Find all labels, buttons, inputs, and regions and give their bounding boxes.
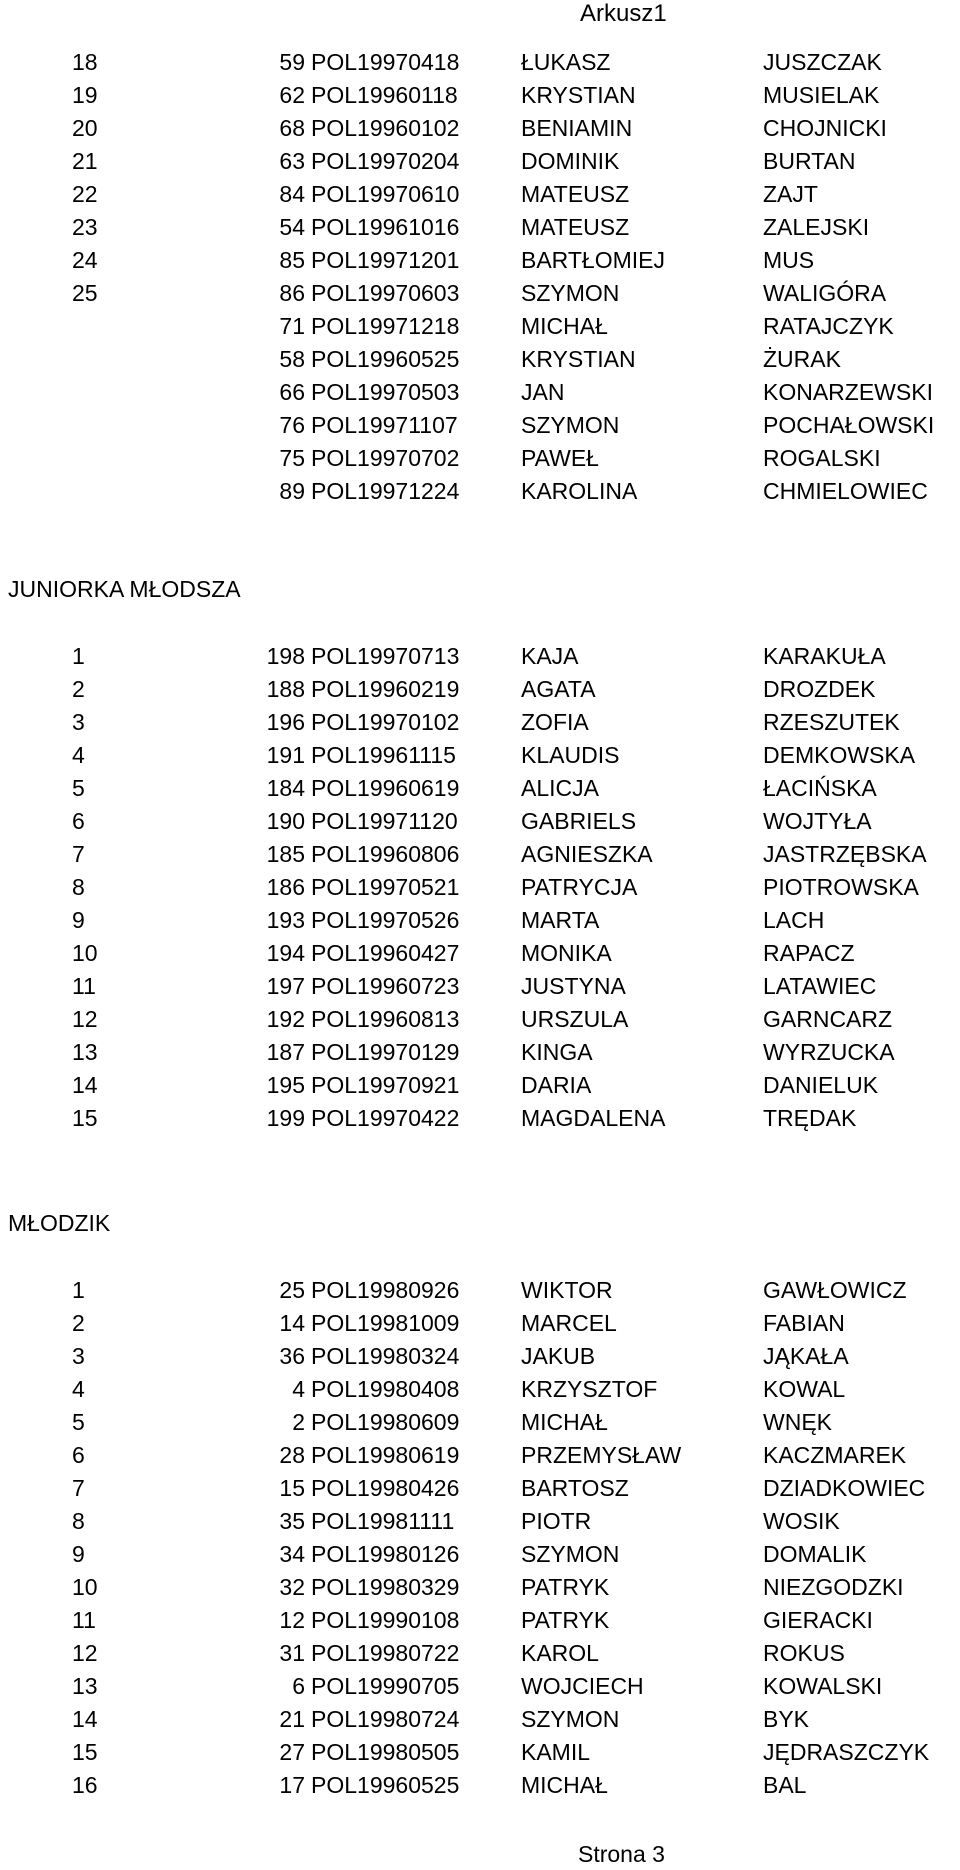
first-name-cell: GABRIELS (521, 808, 637, 834)
start-number-cell: 63 (279, 148, 305, 174)
license-cell: POL19971201 (311, 247, 460, 273)
last-name-cell: ZALEJSKI (763, 214, 870, 240)
last-name-cell: ROKUS (763, 1640, 845, 1666)
table-row (0, 772, 960, 805)
place-cell: 12 (72, 1640, 98, 1666)
license-cell: POL19970921 (311, 1072, 460, 1098)
first-name-cell: MICHAŁ (521, 313, 608, 339)
start-number-cell: 32 (279, 1574, 305, 1600)
first-name-cell: MICHAŁ (521, 1772, 608, 1798)
place-cell: 10 (72, 940, 98, 966)
license-cell: POL19960219 (311, 676, 460, 702)
start-number-cell: 4 (292, 1376, 305, 1402)
first-name-cell: SZYMON (521, 1706, 620, 1732)
table-row (0, 1406, 960, 1439)
table-row (0, 838, 960, 871)
start-number-cell: 21 (279, 1706, 305, 1732)
first-name-cell: KAROLINA (521, 478, 638, 504)
first-name-cell: KAMIL (521, 1739, 591, 1765)
license-cell: POL19980126 (311, 1541, 460, 1567)
last-name-cell: ROGALSKI (763, 445, 881, 471)
last-name-cell: WYRZUCKA (763, 1039, 895, 1065)
first-name-cell: KINGA (521, 1039, 593, 1065)
last-name-cell: POCHAŁOWSKI (763, 412, 935, 438)
last-name-cell: BYK (763, 1706, 810, 1732)
license-cell: POL19971107 (311, 412, 458, 438)
place-cell: 14 (72, 1072, 98, 1098)
last-name-cell: ŻURAK (763, 346, 841, 372)
license-cell: POL19970603 (311, 280, 460, 306)
place-cell: 20 (72, 115, 98, 141)
first-name-cell: KAROL (521, 1640, 599, 1666)
place-cell: 2 (72, 1310, 85, 1336)
last-name-cell: WOJTYŁA (763, 808, 872, 834)
sheet-title-text: Arkusz1 (580, 0, 667, 27)
place-cell: 7 (72, 1475, 85, 1501)
last-name-cell: LACH (763, 907, 825, 933)
place-cell: 6 (72, 808, 85, 834)
table-row (0, 376, 960, 409)
start-number-cell: 71 (279, 313, 305, 339)
table-row (0, 1670, 960, 1703)
license-cell: POL19970129 (311, 1039, 460, 1065)
last-name-cell: DEMKOWSKA (763, 742, 916, 768)
table-row (0, 178, 960, 211)
table-row (0, 409, 960, 442)
start-number-cell: 28 (279, 1442, 305, 1468)
table-row (0, 79, 960, 112)
license-cell: POL19970102 (311, 709, 460, 735)
license-cell: POL19980926 (311, 1277, 460, 1303)
license-cell: POL19971120 (311, 808, 458, 834)
last-name-cell: ŁACIŃSKA (763, 775, 877, 801)
table-row (0, 1604, 960, 1637)
table-row (0, 1472, 960, 1505)
license-cell: POL19970422 (311, 1105, 460, 1131)
start-number-cell: 198 (266, 643, 305, 669)
start-number-cell: 89 (279, 478, 305, 504)
place-cell: 4 (72, 1376, 85, 1402)
first-name-cell: URSZULA (521, 1006, 629, 1032)
last-name-cell: JĘDRASZCZYK (763, 1739, 930, 1765)
results-table-mlodzik (0, 1274, 960, 1802)
last-name-cell: BAL (763, 1772, 807, 1798)
last-name-cell: ZAJT (763, 181, 818, 207)
place-cell: 5 (72, 775, 85, 801)
license-cell: POL19961115 (311, 742, 456, 768)
last-name-cell: GARNCARZ (763, 1006, 893, 1032)
first-name-cell: KAJA (521, 643, 579, 669)
start-number-cell: 197 (266, 973, 305, 999)
place-cell: 3 (72, 709, 85, 735)
first-name-cell: AGNIESZKA (521, 841, 653, 867)
table-row (0, 1769, 960, 1802)
license-cell: POL19970521 (311, 874, 460, 900)
place-cell: 4 (72, 742, 85, 768)
start-number-cell: 14 (279, 1310, 305, 1336)
last-name-cell: MUS (763, 247, 815, 273)
first-name-cell: MATEUSZ (521, 214, 630, 240)
last-name-cell: GIERACKI (763, 1607, 873, 1633)
place-cell: 11 (72, 973, 96, 999)
table-row (0, 1637, 960, 1670)
first-name-cell: PATRYK (521, 1607, 610, 1633)
license-cell: POL19960102 (311, 115, 460, 141)
place-cell: 19 (72, 82, 98, 108)
last-name-cell: FABIAN (763, 1310, 845, 1336)
table-row (0, 1340, 960, 1373)
table-row (0, 1736, 960, 1769)
table-row (0, 904, 960, 937)
start-number-cell: 34 (279, 1541, 305, 1567)
license-cell: POL19980609 (311, 1409, 460, 1435)
table-row (0, 970, 960, 1003)
place-cell: 21 (72, 148, 98, 174)
start-number-cell: 185 (266, 841, 305, 867)
table-row (0, 277, 960, 310)
table-row (0, 112, 960, 145)
start-number-cell: 27 (279, 1739, 305, 1765)
table-row (0, 442, 960, 475)
license-cell: POL19970526 (311, 907, 460, 933)
first-name-cell: KLAUDIS (521, 742, 620, 768)
first-name-cell: DOMINIK (521, 148, 620, 174)
first-name-cell: PATRYK (521, 1574, 610, 1600)
last-name-cell: WALIGÓRA (763, 280, 887, 306)
table-row (0, 1102, 960, 1135)
table-row (0, 739, 960, 772)
table-row (0, 640, 960, 673)
place-cell: 15 (72, 1739, 98, 1765)
place-cell: 9 (72, 1541, 85, 1567)
license-cell: POL19970204 (311, 148, 460, 174)
first-name-cell: AGATA (521, 676, 596, 702)
start-number-cell: 86 (279, 280, 305, 306)
license-cell: POL19970702 (311, 445, 460, 471)
start-number-cell: 2 (292, 1409, 305, 1435)
place-cell: 23 (72, 214, 98, 240)
place-cell: 5 (72, 1409, 85, 1435)
last-name-cell: KONARZEWSKI (763, 379, 933, 405)
table-row (0, 1373, 960, 1406)
first-name-cell: MATEUSZ (521, 181, 630, 207)
start-number-cell: 195 (266, 1072, 305, 1098)
license-cell: POL19980426 (311, 1475, 460, 1501)
license-cell: POL19961016 (311, 214, 460, 240)
table-row (0, 871, 960, 904)
license-cell: POL19981009 (311, 1310, 460, 1336)
last-name-cell: JĄKAŁA (763, 1343, 849, 1369)
first-name-cell: ŁUKASZ (521, 49, 611, 75)
first-name-cell: SZYMON (521, 1541, 620, 1567)
license-cell: POL19980505 (311, 1739, 460, 1765)
first-name-cell: MICHAŁ (521, 1409, 608, 1435)
first-name-cell: WIKTOR (521, 1277, 613, 1303)
license-cell: POL19990705 (311, 1673, 460, 1699)
section-title-junior: JUNIORKA MŁODSZA (8, 576, 241, 602)
first-name-cell: WOJCIECH (521, 1673, 644, 1699)
start-number-cell: 35 (279, 1508, 305, 1534)
last-name-cell: KOWALSKI (763, 1673, 883, 1699)
place-cell: 7 (72, 841, 85, 867)
start-number-cell: 62 (279, 82, 305, 108)
license-cell: POL19970713 (311, 643, 460, 669)
place-cell: 1 (72, 643, 85, 669)
start-number-cell: 192 (266, 1006, 305, 1032)
place-cell: 9 (72, 907, 85, 933)
start-number-cell: 84 (279, 181, 305, 207)
place-cell: 22 (72, 181, 98, 207)
table-row (0, 805, 960, 838)
license-cell: POL19960619 (311, 775, 460, 801)
first-name-cell: KRYSTIAN (521, 346, 636, 372)
table-row (0, 1003, 960, 1036)
start-number-cell: 17 (279, 1772, 305, 1798)
start-number-cell: 186 (266, 874, 305, 900)
start-number-cell: 190 (266, 808, 305, 834)
first-name-cell: PRZEMYSŁAW (521, 1442, 682, 1468)
last-name-cell: LATAWIEC (763, 973, 877, 999)
first-name-cell: ZOFIA (521, 709, 589, 735)
place-cell: 18 (72, 49, 98, 75)
license-cell: POL19980408 (311, 1376, 460, 1402)
start-number-cell: 54 (279, 214, 305, 240)
place-cell: 10 (72, 1574, 98, 1600)
place-cell: 6 (72, 1442, 85, 1468)
table-row (0, 343, 960, 376)
license-cell: POL19981111 (311, 1508, 455, 1534)
place-cell: 8 (72, 1508, 85, 1534)
results-table-top (0, 46, 960, 508)
table-row (0, 1703, 960, 1736)
first-name-cell: BARTŁOMIEJ (521, 247, 665, 273)
first-name-cell: JAN (521, 379, 565, 405)
last-name-cell: WNĘK (763, 1409, 832, 1435)
start-number-cell: 12 (279, 1607, 305, 1633)
place-cell: 14 (72, 1706, 98, 1732)
first-name-cell: JAKUB (521, 1343, 596, 1369)
table-row (0, 46, 960, 79)
last-name-cell: WOSIK (763, 1508, 840, 1534)
last-name-cell: KOWAL (763, 1376, 846, 1402)
table-row (0, 310, 960, 343)
first-name-cell: SZYMON (521, 280, 620, 306)
start-number-cell: 76 (279, 412, 305, 438)
last-name-cell: TRĘDAK (763, 1105, 857, 1131)
start-number-cell: 193 (266, 907, 305, 933)
last-name-cell: DROZDEK (763, 676, 876, 702)
first-name-cell: MARTA (521, 907, 600, 933)
first-name-cell: KRYSTIAN (521, 82, 636, 108)
table-row (0, 211, 960, 244)
last-name-cell: RAPACZ (763, 940, 855, 966)
table-row (0, 1571, 960, 1604)
table-row (0, 145, 960, 178)
first-name-cell: MAGDALENA (521, 1105, 666, 1131)
place-cell: 15 (72, 1105, 98, 1131)
table-row (0, 1274, 960, 1307)
start-number-cell: 184 (266, 775, 305, 801)
first-name-cell: DARIA (521, 1072, 592, 1098)
start-number-cell: 194 (266, 940, 305, 966)
last-name-cell: RZESZUTEK (763, 709, 900, 735)
start-number-cell: 188 (266, 676, 305, 702)
start-number-cell: 187 (266, 1039, 305, 1065)
place-cell: 16 (72, 1772, 98, 1798)
license-cell: POL19960525 (311, 346, 460, 372)
start-number-cell: 36 (279, 1343, 305, 1369)
last-name-cell: KACZMAREK (763, 1442, 907, 1468)
last-name-cell: KARAKUŁA (763, 643, 886, 669)
first-name-cell: PATRYCJA (521, 874, 638, 900)
last-name-cell: GAWŁOWICZ (763, 1277, 907, 1303)
start-number-cell: 75 (279, 445, 305, 471)
last-name-cell: CHOJNICKI (763, 115, 887, 141)
last-name-cell: DANIELUK (763, 1072, 879, 1098)
last-name-cell: DOMALIK (763, 1541, 867, 1567)
license-cell: POL19960806 (311, 841, 460, 867)
table-row (0, 475, 960, 508)
table-row (0, 1036, 960, 1069)
start-number-cell: 68 (279, 115, 305, 141)
table-row (0, 244, 960, 277)
last-name-cell: NIEZGODZKI (763, 1574, 904, 1600)
license-cell: POL19980329 (311, 1574, 460, 1600)
start-number-cell: 6 (292, 1673, 305, 1699)
first-name-cell: PAWEŁ (521, 445, 599, 471)
place-cell: 13 (72, 1673, 98, 1699)
license-cell: POL19980324 (311, 1343, 460, 1369)
license-cell: POL19980619 (311, 1442, 460, 1468)
first-name-cell: PIOTR (521, 1508, 592, 1534)
table-row (0, 937, 960, 970)
last-name-cell: JUSZCZAK (763, 49, 882, 75)
start-number-cell: 15 (279, 1475, 305, 1501)
start-number-cell: 196 (266, 709, 305, 735)
first-name-cell: MONIKA (521, 940, 612, 966)
start-number-cell: 66 (279, 379, 305, 405)
license-cell: POL19971218 (311, 313, 460, 339)
start-number-cell: 59 (279, 49, 305, 75)
license-cell: POL19960813 (311, 1006, 460, 1032)
table-row (0, 1307, 960, 1340)
results-table-junior (0, 640, 960, 1135)
first-name-cell: ALICJA (521, 775, 599, 801)
table-row (0, 673, 960, 706)
last-name-cell: MUSIELAK (763, 82, 880, 108)
place-cell: 11 (72, 1607, 96, 1633)
place-cell: 24 (72, 247, 98, 273)
last-name-cell: DZIADKOWIEC (763, 1475, 926, 1501)
start-number-cell: 31 (279, 1640, 305, 1666)
table-row (0, 1505, 960, 1538)
table-row (0, 1538, 960, 1571)
place-cell: 13 (72, 1039, 98, 1065)
last-name-cell: PIOTROWSKA (763, 874, 919, 900)
first-name-cell: SZYMON (521, 412, 620, 438)
license-cell: POL19970503 (311, 379, 460, 405)
last-name-cell: BURTAN (763, 148, 856, 174)
license-cell: POL19960427 (311, 940, 460, 966)
place-cell: 2 (72, 676, 85, 702)
license-cell: POL19970418 (311, 49, 460, 75)
place-cell: 8 (72, 874, 85, 900)
last-name-cell: CHMIELOWIEC (763, 478, 928, 504)
place-cell: 1 (72, 1277, 85, 1303)
license-cell: POL19990108 (311, 1607, 460, 1633)
start-number-cell: 25 (279, 1277, 305, 1303)
table-row (0, 1069, 960, 1102)
last-name-cell: JASTRZĘBSKA (763, 841, 927, 867)
place-cell: 12 (72, 1006, 98, 1032)
start-number-cell: 191 (266, 742, 305, 768)
first-name-cell: JUSTYNA (521, 973, 626, 999)
start-number-cell: 199 (266, 1105, 305, 1131)
first-name-cell: KRZYSZTOF (521, 1376, 658, 1402)
table-row (0, 1439, 960, 1472)
table-row (0, 706, 960, 739)
place-cell: 3 (72, 1343, 85, 1369)
first-name-cell: BARTOSZ (521, 1475, 629, 1501)
first-name-cell: MARCEL (521, 1310, 617, 1336)
license-cell: POL19960118 (311, 82, 458, 108)
license-cell: POL19970610 (311, 181, 460, 207)
start-number-cell: 58 (279, 346, 305, 372)
page-label: Strona 3 (578, 1841, 665, 1867)
section-title-mlodzik: MŁODZIK (8, 1210, 111, 1236)
place-cell: 25 (72, 280, 98, 306)
license-cell: POL19960723 (311, 973, 460, 999)
license-cell: POL19980724 (311, 1706, 460, 1732)
last-name-cell: RATAJCZYK (763, 313, 894, 339)
start-number-cell: 85 (279, 247, 305, 273)
license-cell: POL19960525 (311, 1772, 460, 1798)
license-cell: POL19980722 (311, 1640, 460, 1666)
first-name-cell: BENIAMIN (521, 115, 633, 141)
license-cell: POL19971224 (311, 478, 460, 504)
